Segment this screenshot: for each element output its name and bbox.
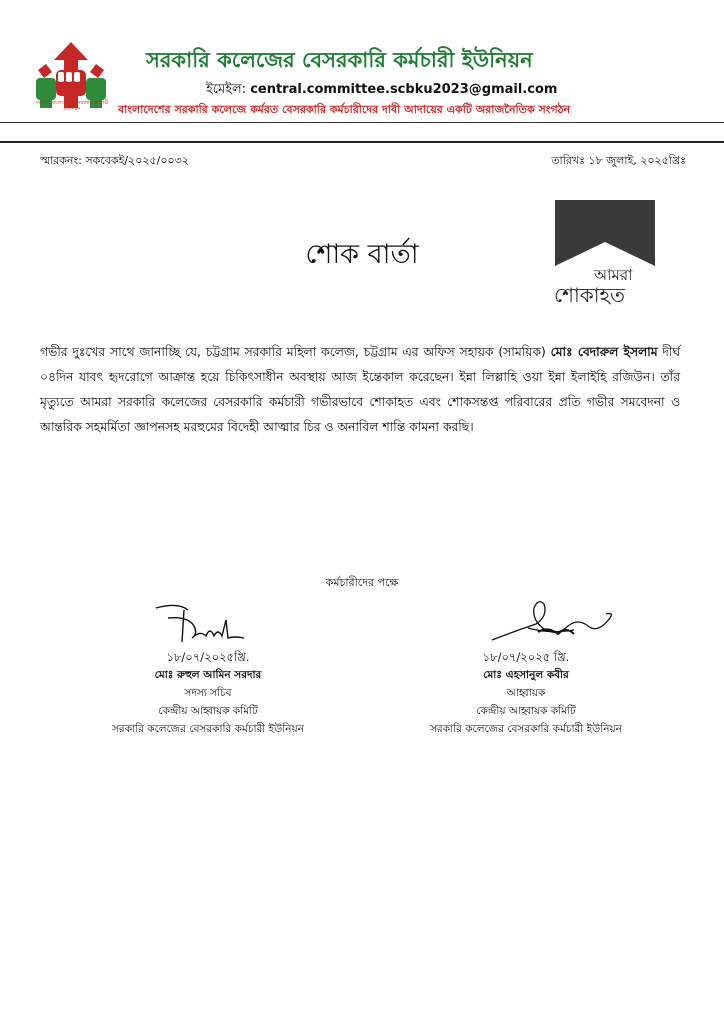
signatory-right-committee: কেন্দ্রীয় আহ্বায়ক কমিটি [476,705,576,717]
email-address: central.committee.scbku2023@gmail.com [250,82,558,97]
signatory-left [78,648,338,738]
signature-left-icon [148,600,258,650]
logo-caption: সরকারি কলেজের বেসরকারি কর্মচারী ইউনিয়ন [35,100,109,112]
signatory-left-date: ১৮/০৭/২০২৫খ্রি. [166,650,250,664]
signatory-left-role: সদস্য সচিব [184,687,232,699]
signatory-right-org: সরকারি কলেজের বেসরকারি কর্মচারী ইউনিয়ন [429,723,623,735]
signatory-left-committee: কেন্দ্রীয় আহ্বায়ক কমিটি [158,705,258,717]
memo-number: স্মারকনং: সকবেকই/২০২৫/০০৩২ [40,154,189,167]
signature-right-icon [488,596,618,648]
page-title: শোক বার্তা [305,239,419,270]
signatory-right [396,648,656,738]
email-line [206,80,557,101]
organization-name: সরকারি কলেজের বেসরকারি কর্মচারী ইউনিয়ন [146,48,533,72]
deceased-name: মোঃ বেদারুল ইসলাম [550,345,658,359]
message-part-2: দীর্ঘ ০৪দিন যাবৎ হৃদরোগে আক্রান্ত হয়ে চিকিৎসাধীন অবস্থায় আজ ইন্তেকাল করেছেন। ইন্না লিল্লাহি ওয়া ইন্না ইলাইহি রজিউন। তাঁর মৃত্যুতে আমরা সরকারি কলেজের বেসরকারি কর্মচারী গভীরভাবে শোকাহত এবং শোকসন্তপ্ত পরিবারের প্রতি গভীর সমবেদনা ও আন্তরিক সহমর্মিতা জ্ঞাপনসহ মরহুমের বিদেহী আত্মার চির ও অনাবিল শান্তি কামনা করছি। [40,345,680,434]
signatory-right-date: ১৮/০৭/২০২৫ খ্রি. [482,650,570,664]
mourning-badge-line2: শোকাহত [554,283,626,307]
signatory-left-name: মোঃ রুহুল আমিন সরদার [154,669,262,681]
signatory-right-name: মোঃ এহসানুল কবীর [483,669,569,681]
message-part-1: গভীর দুঃখের সাথে জানাচ্ছি যে, চট্টগ্রাম সরকারি মহিলা কলেজ, চট্টগ্রাম এর অফিস সহায়ক (সাময়িক) [40,345,551,359]
header-divider-top [0,122,724,123]
organization-tagline: বাংলাদেশের সরকারি কলেজে কর্মরত বেসরকারি কর্মচারীদের দাবী আদায়ের একটি অরাজনৈতিক সংগঠন [118,103,571,116]
signatory-left-org: সরকারি কলেজের বেসরকারি কর্মচারী ইউনিয়ন [111,723,305,735]
email-label: ইমেইল: [206,82,247,97]
header-divider-bottom [0,141,724,143]
on-behalf-label: কর্মচারীদের পক্ষে [325,576,399,589]
mourning-badge-icon [550,196,670,308]
signatory-right-role: আহ্বায়ক [506,687,546,699]
condolence-message [40,340,680,440]
letter-date: তারিখঃ ১৮ জুলাই, ২০২৫খ্রিঃ [551,154,686,167]
mourning-badge-line1: আমরা [594,266,633,284]
